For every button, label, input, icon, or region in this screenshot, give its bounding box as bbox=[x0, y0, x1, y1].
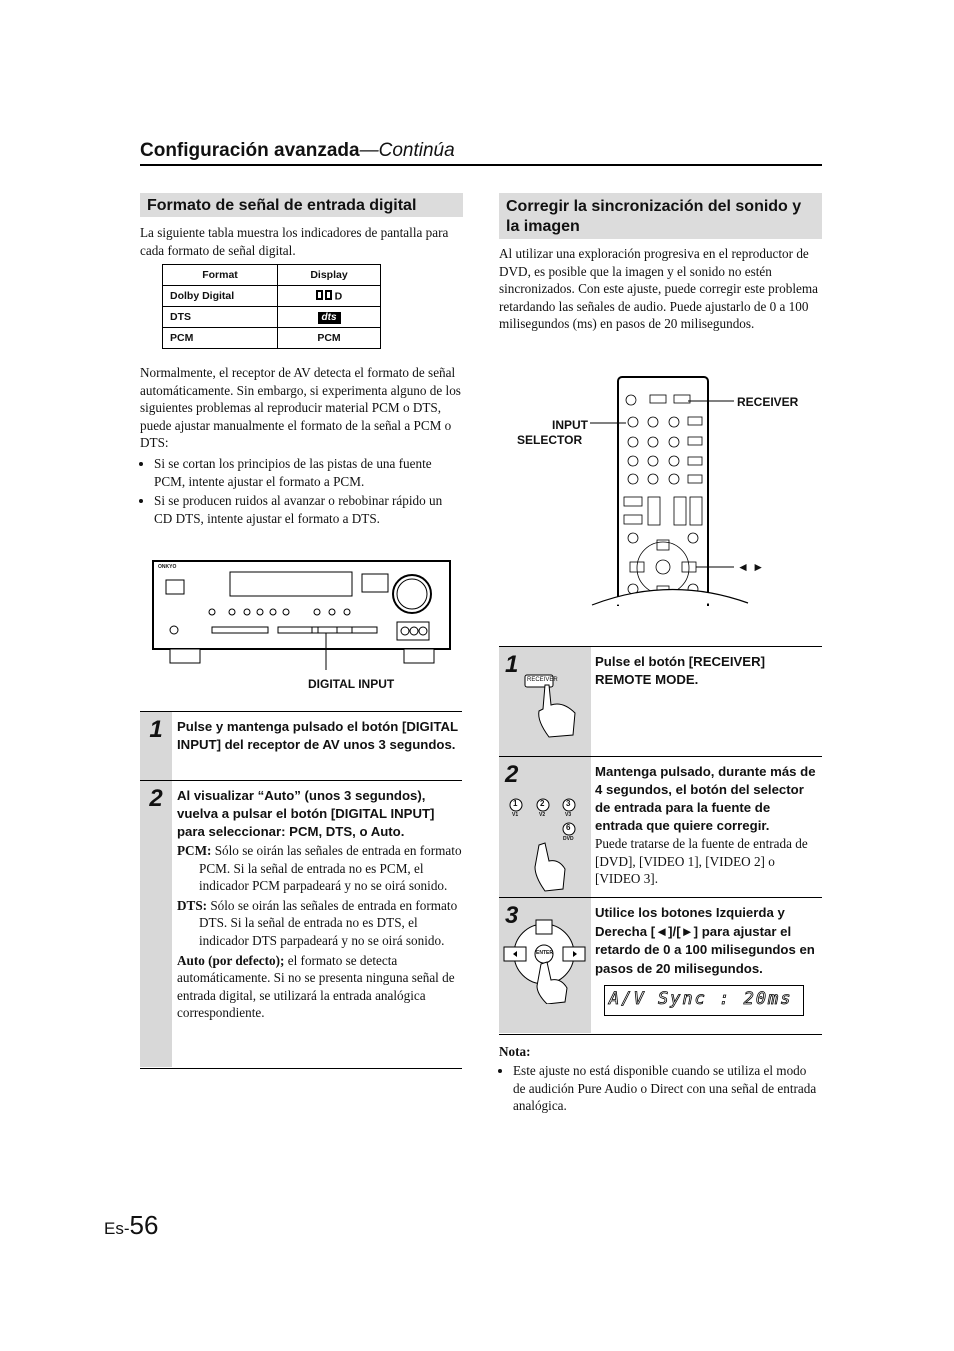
step-1-num: 1 bbox=[505, 651, 519, 678]
page-number-value: 56 bbox=[129, 1210, 159, 1240]
table-cell-display bbox=[278, 307, 381, 328]
def-desc: Sólo se oirán las señales de entrada en formato PCM. Si la señal de entrada no es PCM, el indicador PCM parpadeará y no se oirá sonido. bbox=[199, 843, 462, 894]
enter-key-label: ENTER bbox=[536, 950, 553, 956]
dolby-logo-icon bbox=[316, 290, 332, 303]
selector-callout-label: SELECTOR bbox=[517, 433, 583, 447]
table-cell-display: PCM bbox=[278, 328, 381, 349]
step-3-num: 3 bbox=[505, 902, 519, 929]
step-number bbox=[140, 712, 172, 780]
key-label-dvd: DVD bbox=[563, 836, 574, 842]
page-header bbox=[140, 140, 455, 162]
arrow-keys-icon bbox=[501, 914, 589, 1004]
av-sync-display-text: A/V Sync : 20ms bbox=[609, 989, 793, 1009]
header-rule bbox=[140, 164, 822, 166]
step-number bbox=[499, 757, 591, 897]
left-step-1-text: Pulse y mantenga pulsado el botón [DIGITAL INPUT] del receptor de AV unos 3 segundos. bbox=[177, 719, 458, 752]
key-6: 6 bbox=[566, 823, 571, 832]
section-title-digital-format: Formato de señal de entrada digital bbox=[140, 193, 463, 217]
page-number bbox=[104, 1210, 158, 1241]
page-header-title: Configuración avanzada bbox=[140, 140, 360, 161]
def-desc: el formato se detecta automáticamente. Si no se presenta ninguna señal de entrada digital, se utilizará la entrada analógica correspondiente. bbox=[177, 952, 455, 1021]
step-number bbox=[140, 781, 172, 1067]
section-title-av-sync: Corregir la sincronización del sonido y la imagen bbox=[499, 193, 822, 239]
left-step-2-defs bbox=[177, 842, 462, 1022]
pressing-hand-icon bbox=[523, 671, 579, 741]
def-desc: Sólo se oirán las señales de entrada en formato DTS. Si la señal de entrada no es DTS, el indicador DTS parpadeará y no se oirá sonido. bbox=[199, 897, 458, 948]
list-item: • Este ajuste no está disponible cuando se utiliza el modo de audición Pure Audio o Direct con una señal de entrada analógica. bbox=[513, 1062, 822, 1115]
table-row bbox=[163, 307, 381, 328]
page-header-continued: —Continúa bbox=[359, 140, 455, 161]
table-cell-format: DTS bbox=[163, 307, 278, 328]
step-1-num: 1 bbox=[149, 716, 163, 743]
left-para: Normalmente, el receptor de AV detecta el formato de señal automáticamente. Sin embargo, si experimenta alguno de los siguientes problemas al reproducir material PCM o DTS, puede ajustar manualmente el formato de la señal a PCM o DTS: bbox=[140, 365, 461, 451]
step-number bbox=[499, 647, 591, 756]
list-item: • Si se cortan los principios de las pistas de una fuente PCM, intente ajustar el formato a PCM. bbox=[154, 455, 462, 490]
def-term: Auto (por defecto); bbox=[177, 952, 285, 968]
note-list bbox=[499, 1062, 822, 1117]
left-intro: La siguiente tabla muestra los indicadores de pantalla para cada formato de señal digital. bbox=[140, 225, 449, 258]
receiver-callout-label: RECEIVER bbox=[737, 395, 799, 409]
def-term: PCM: bbox=[177, 843, 212, 858]
right-steps bbox=[499, 646, 822, 1035]
note-title: Nota: bbox=[499, 1044, 531, 1059]
step-2-num: 2 bbox=[149, 785, 163, 812]
left-bullets bbox=[140, 455, 462, 529]
format-table bbox=[162, 264, 381, 349]
receiver-button-label: RECEIVER bbox=[527, 677, 558, 683]
table-row bbox=[163, 328, 381, 349]
def-pcm bbox=[177, 842, 462, 895]
key-3: 3 bbox=[566, 799, 571, 808]
table-header-display: Display bbox=[278, 265, 381, 286]
step-divider bbox=[140, 780, 462, 781]
left-step-2-text: Al visualizar “Auto” (unos 3 segundos), vuelva a pulsar el botón [DIGITAL INPUT] para seleccionar: PCM, DTS, o Auto. bbox=[177, 788, 435, 839]
key-1: 1 bbox=[513, 799, 518, 808]
key-label-v2: V2 bbox=[539, 812, 546, 818]
list-item: • Si se producen ruidos al avanzar o rebobinar rápido un CD DTS, intente ajustar el formato a DTS. bbox=[154, 492, 462, 527]
table-cell-format: Dolby Digital bbox=[163, 286, 278, 307]
table-cell-display bbox=[278, 286, 381, 307]
dts-logo: dts bbox=[318, 312, 341, 324]
digital-input-label: DIGITAL INPUT bbox=[308, 677, 395, 691]
av-receiver-illustration bbox=[152, 560, 452, 670]
page-prefix: Es- bbox=[104, 1219, 130, 1238]
input-callout-label: INPUT bbox=[552, 418, 588, 432]
av-sync-display bbox=[604, 985, 804, 1016]
key-label-v3: V3 bbox=[565, 812, 572, 818]
table-cell-format: PCM bbox=[163, 328, 278, 349]
remote-illustration bbox=[590, 375, 750, 613]
dolby-d-label: D bbox=[334, 289, 343, 302]
right-step-2-text: Mantenga pulsado, durante más de 4 segundos, el botón del selector de entrada para la fuente de entrada que quiere corregir. bbox=[595, 764, 816, 833]
input-keys-icon bbox=[505, 797, 587, 893]
arrows-callout-label: ◄ ► bbox=[737, 560, 765, 574]
step-number bbox=[499, 898, 591, 1033]
step-2-num: 2 bbox=[505, 761, 519, 788]
right-step-2-body: Puede tratarse de la fuente de entrada de [DVD], [VIDEO 1], [VIDEO 2] o [VIDEO 3]. bbox=[595, 836, 808, 887]
table-header-format: Format bbox=[163, 265, 278, 286]
table-row bbox=[163, 286, 381, 307]
right-step-1-text: Pulse el botón [RECEIVER] REMOTE MODE. bbox=[595, 654, 765, 687]
def-dts bbox=[177, 897, 462, 950]
def-auto bbox=[177, 952, 462, 1022]
receiver-brand: ONKYO bbox=[158, 564, 177, 570]
right-intro: Al utilizar una exploración progresiva en el reproductor de DVD, es posible que la imagen y el sonido no estén sincronizados. Con este ajuste, puede corregir este problema retardando las señales de audio. Puede ajustarlo de 0 a 100 milisegundos (ms) en pasos de 20 milisegundos. bbox=[499, 246, 818, 332]
right-step-3-text: Utilice los botones Izquierda y Derecha [◄]/[►] para ajustar el retardo de 0 a 100 milisegundos en pasos de 20 milisegundos. bbox=[595, 905, 815, 976]
key-2: 2 bbox=[540, 799, 545, 808]
left-steps bbox=[140, 711, 462, 1069]
def-term: DTS: bbox=[177, 897, 208, 913]
key-label-v1: V1 bbox=[512, 812, 519, 818]
